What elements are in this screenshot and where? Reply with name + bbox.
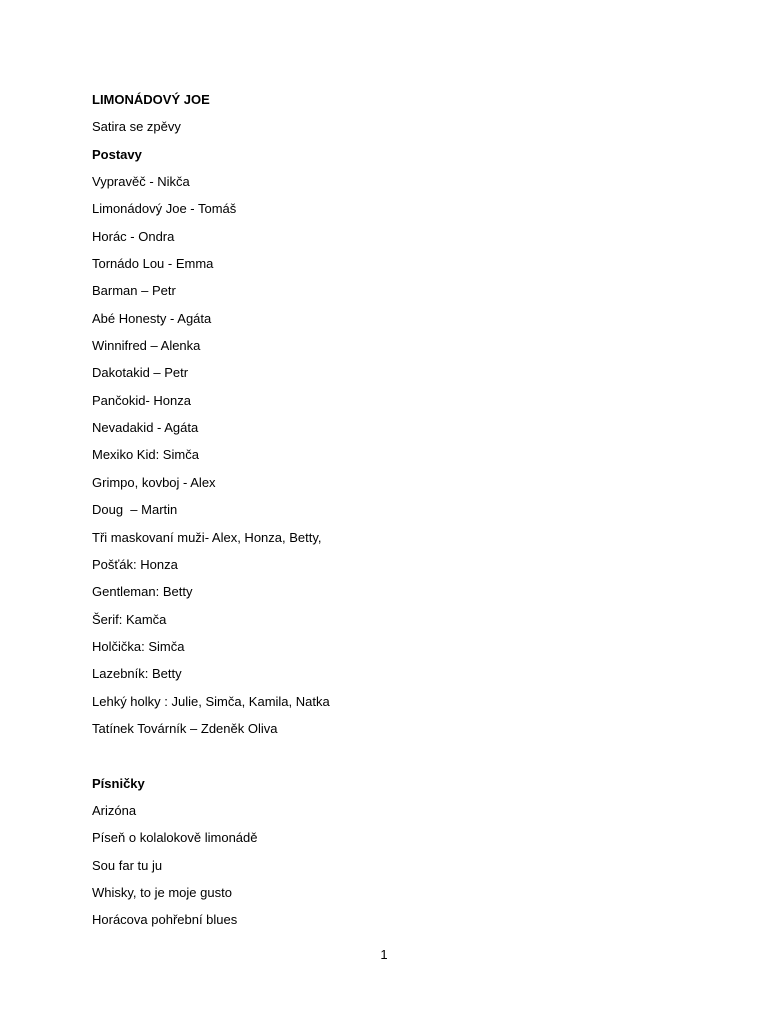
songs-heading: Písničky xyxy=(92,775,145,791)
document-title: LIMONÁDOVÝ JOE xyxy=(92,92,210,107)
song-item: Píseň o kolalokově limonádě xyxy=(92,830,258,846)
song-item: Horácova pohřební blues xyxy=(92,912,238,928)
character-item: Lehký holky : Julie, Simča, Kamila, Natka xyxy=(92,693,330,709)
songs-list xyxy=(92,797,692,934)
page-number: 1 xyxy=(380,947,388,962)
character-item: Gentleman: Betty xyxy=(92,584,193,600)
character-item: Pošťák: Honza xyxy=(92,556,178,572)
character-item: Abé Honesty - Agáta xyxy=(92,310,212,326)
character-item: Holčička: Simča xyxy=(92,638,185,654)
character-item: Dakotakid – Petr xyxy=(92,365,189,381)
song-item: Arizóna xyxy=(92,802,137,818)
song-item: Whisky, to je moje gusto xyxy=(92,884,232,900)
characters-list xyxy=(92,168,692,742)
character-item: Lazebník: Betty xyxy=(92,666,182,682)
character-item: Tři maskovaní muži- Alex, Honza, Betty, xyxy=(92,529,322,545)
song-item: Sou far tu ju xyxy=(92,857,163,873)
characters-heading: Postavy xyxy=(92,146,142,162)
section-spacer xyxy=(92,742,692,769)
document-body xyxy=(92,86,692,934)
character-item: Grimpo, kovboj - Alex xyxy=(92,474,216,490)
character-item: Nevadakid - Agáta xyxy=(92,420,199,436)
character-item: Barman – Petr xyxy=(92,283,176,299)
character-item: Šerif: Kamča xyxy=(92,611,167,627)
character-item: Pančokid- Honza xyxy=(92,392,191,408)
character-item: Limonádový Joe - Tomáš xyxy=(92,201,237,217)
character-item: Doug – Martin xyxy=(92,502,178,518)
document-subtitle: Satira se zpěvy xyxy=(92,119,181,135)
character-item: Horác - Ondra xyxy=(92,228,175,244)
character-item: Winnifred – Alenka xyxy=(92,338,201,354)
character-item: Vypravěč - Nikča xyxy=(92,174,190,190)
character-item: Tatínek Továrník – Zdeněk Oliva xyxy=(92,720,278,736)
character-item: Mexiko Kid: Simča xyxy=(92,447,199,463)
character-item: Tornádo Lou - Emma xyxy=(92,256,214,272)
